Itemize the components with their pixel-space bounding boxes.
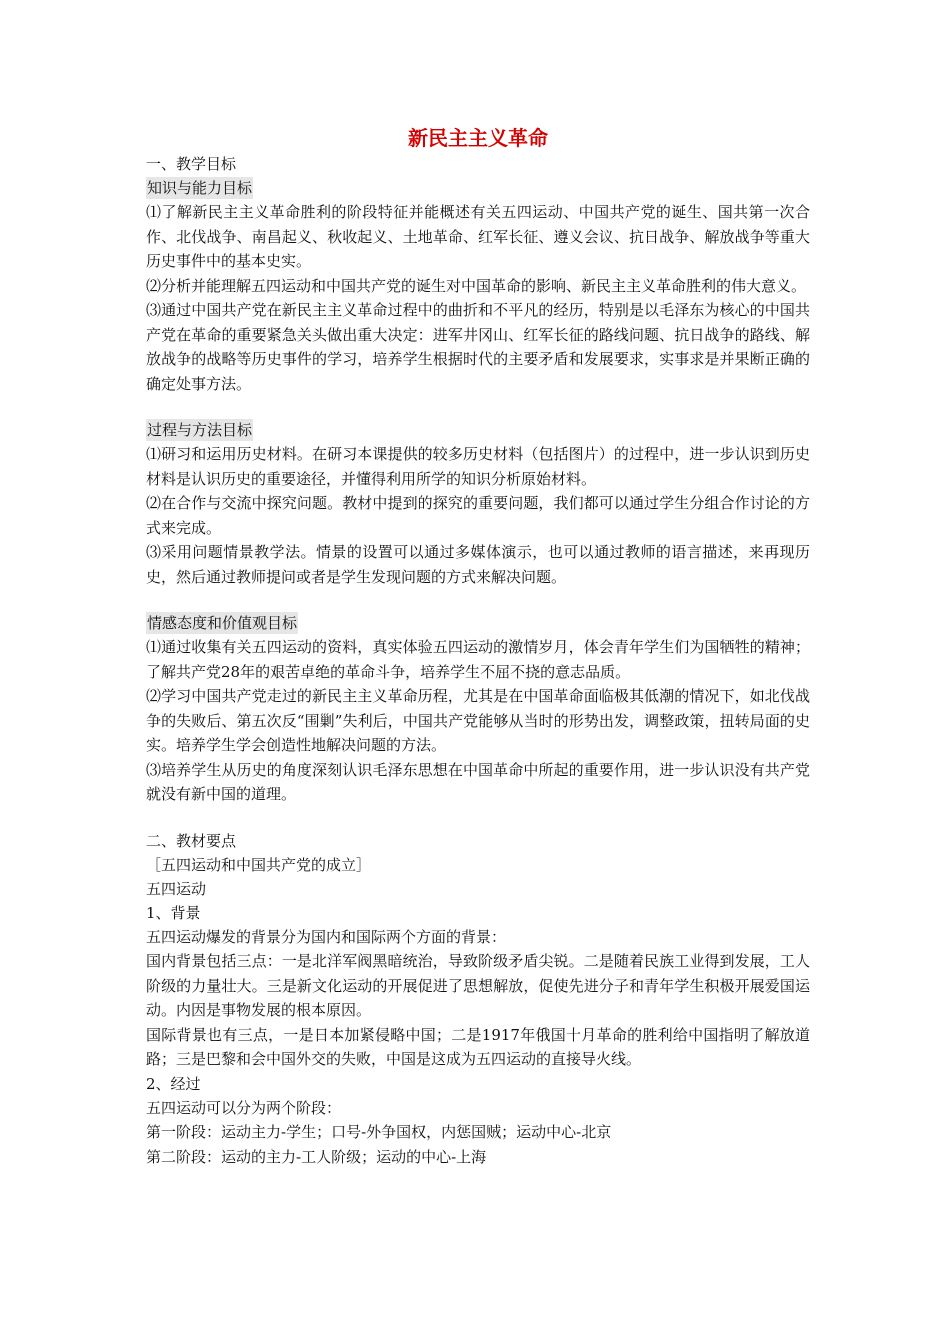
document-page bbox=[146, 124, 810, 1169]
knowledge-goals-heading: 知识与能力目标 bbox=[147, 179, 253, 197]
process-heading-wrap bbox=[146, 418, 810, 442]
background-intro: 五四运动爆发的背景分为国内和国际两个方面的背景： bbox=[146, 927, 507, 946]
course-stage-1: 第一阶段：运动主力-学生；口号-外争国权，内惩国贼；运动中心-北京 bbox=[146, 1123, 612, 1141]
background-international: 国际背景也有三点，一是日本加紧侵略中国；二是1917年俄国十月革命的胜利给中国指明了解放道路；三是巴黎和会中国外交的失败，中国是这成为五四运动的直接导火线。 bbox=[146, 1025, 810, 1068]
emotion-goals-heading: 情感态度和价值观目标 bbox=[147, 614, 298, 632]
spacer bbox=[146, 589, 810, 611]
process-item-2: ⑵在合作与交流中探究问题。教材中提到的探究的重要问题，我们都可以通过学生分组合作讨论的方式来完成。 bbox=[146, 494, 810, 537]
emotion-item-2: ⑵学习中国共产党走过的新民主主义革命历程，尤其是在中国革命面临极其低潮的情况下，如北伐战争的失败后、第五次反“围剿”失利后，中国共产党能够从当时的形势出发，调整政策，扭转局面的史实。培养学生学会创造性地解决问题的方法。 bbox=[146, 687, 810, 754]
course-intro: 五四运动可以分为两个阶段： bbox=[146, 1098, 342, 1117]
knowledge-heading-wrap bbox=[146, 176, 810, 200]
course-heading: 2、经过 bbox=[146, 1074, 201, 1093]
spacer bbox=[146, 807, 810, 829]
process-item-3: ⑶采用问题情景教学法。情景的设置可以通过多媒体演示，也可以通过教师的语言描述，来再现历史，然后通过教师提问或者是学生发现问题的方式来解决问题。 bbox=[146, 543, 810, 586]
spacer bbox=[146, 396, 810, 418]
process-goals-heading: 过程与方法目标 bbox=[147, 421, 253, 439]
document-title: 新民主主义革命 bbox=[408, 126, 548, 150]
background-heading: 1、背景 bbox=[146, 903, 201, 922]
knowledge-item-3: ⑶通过中国共产党在新民主主义革命过程中的曲折和不平凡的经历，特别是以毛泽东为核心的中国共产党在革命的重要紧急关头做出重大决定：进军井冈山、红军长征的路线问题、抗日战争的路线、解放战争的战略等历史事件的学习，培养学生根据时代的主要矛盾和发展要求，实事求是并果断正确的确定处事方法。 bbox=[146, 301, 810, 393]
topic-bracket-heading: ［五四运动和中国共产党的成立］ bbox=[146, 855, 372, 874]
knowledge-item-2: ⑵分析并能理解五四运动和中国共产党的诞生对中国革命的影响、新民主主义革命胜利的伟大意义。 bbox=[146, 276, 807, 295]
topic-heading: 五四运动 bbox=[146, 879, 207, 898]
section-heading-key-points: 二、教材要点 bbox=[146, 831, 237, 850]
emotion-item-3: ⑶培养学生从历史的角度深刻认识毛泽东思想在中国革命中所起的重要作用，进一步认识没有共产党就没有新中国的道理。 bbox=[146, 760, 810, 803]
section-heading-objectives: 一、教学目标 bbox=[146, 155, 237, 173]
course-stage-2: 第二阶段：运动的主力-工人阶级；运动的中心-上海 bbox=[146, 1147, 487, 1166]
process-item-1: ⑴研习和运用历史材料。在研习本课提供的较多历史材料（包括图片）的过程中，进一步认识到历史材料是认识历史的重要途径，并懂得利用所学的知识分析原始材料。 bbox=[146, 445, 810, 488]
background-domestic: 国内背景包括三点：一是北洋军阀黑暗统治，导致阶级矛盾尖锐。二是随着民族工业得到发展，工人阶级的力量壮大。三是新文化运动的开展促进了思想解放，促使先进分子和青年学生积极开展爱国运动。内因是事物发展的根本原因。 bbox=[146, 952, 810, 1019]
emotion-heading-wrap bbox=[146, 611, 810, 635]
knowledge-item-1: ⑴了解新民主主义革命胜利的阶段特征并能概述有关五四运动、中国共产党的诞生、国共第一次合作、北伐战争、南昌起义、秋收起义、土地革命、红军长征、遵义会议、抗日战争、解放战争等重大历史事件中的基本史实。 bbox=[146, 203, 810, 270]
emotion-item-1: ⑴通过收集有关五四运动的资料，真实体验五四运动的激情岁月，体会青年学生们为国牺牲的精神；了解共产党28年的艰苦卓绝的革命斗争，培养学生不屈不挠的意志品质。 bbox=[146, 638, 810, 681]
